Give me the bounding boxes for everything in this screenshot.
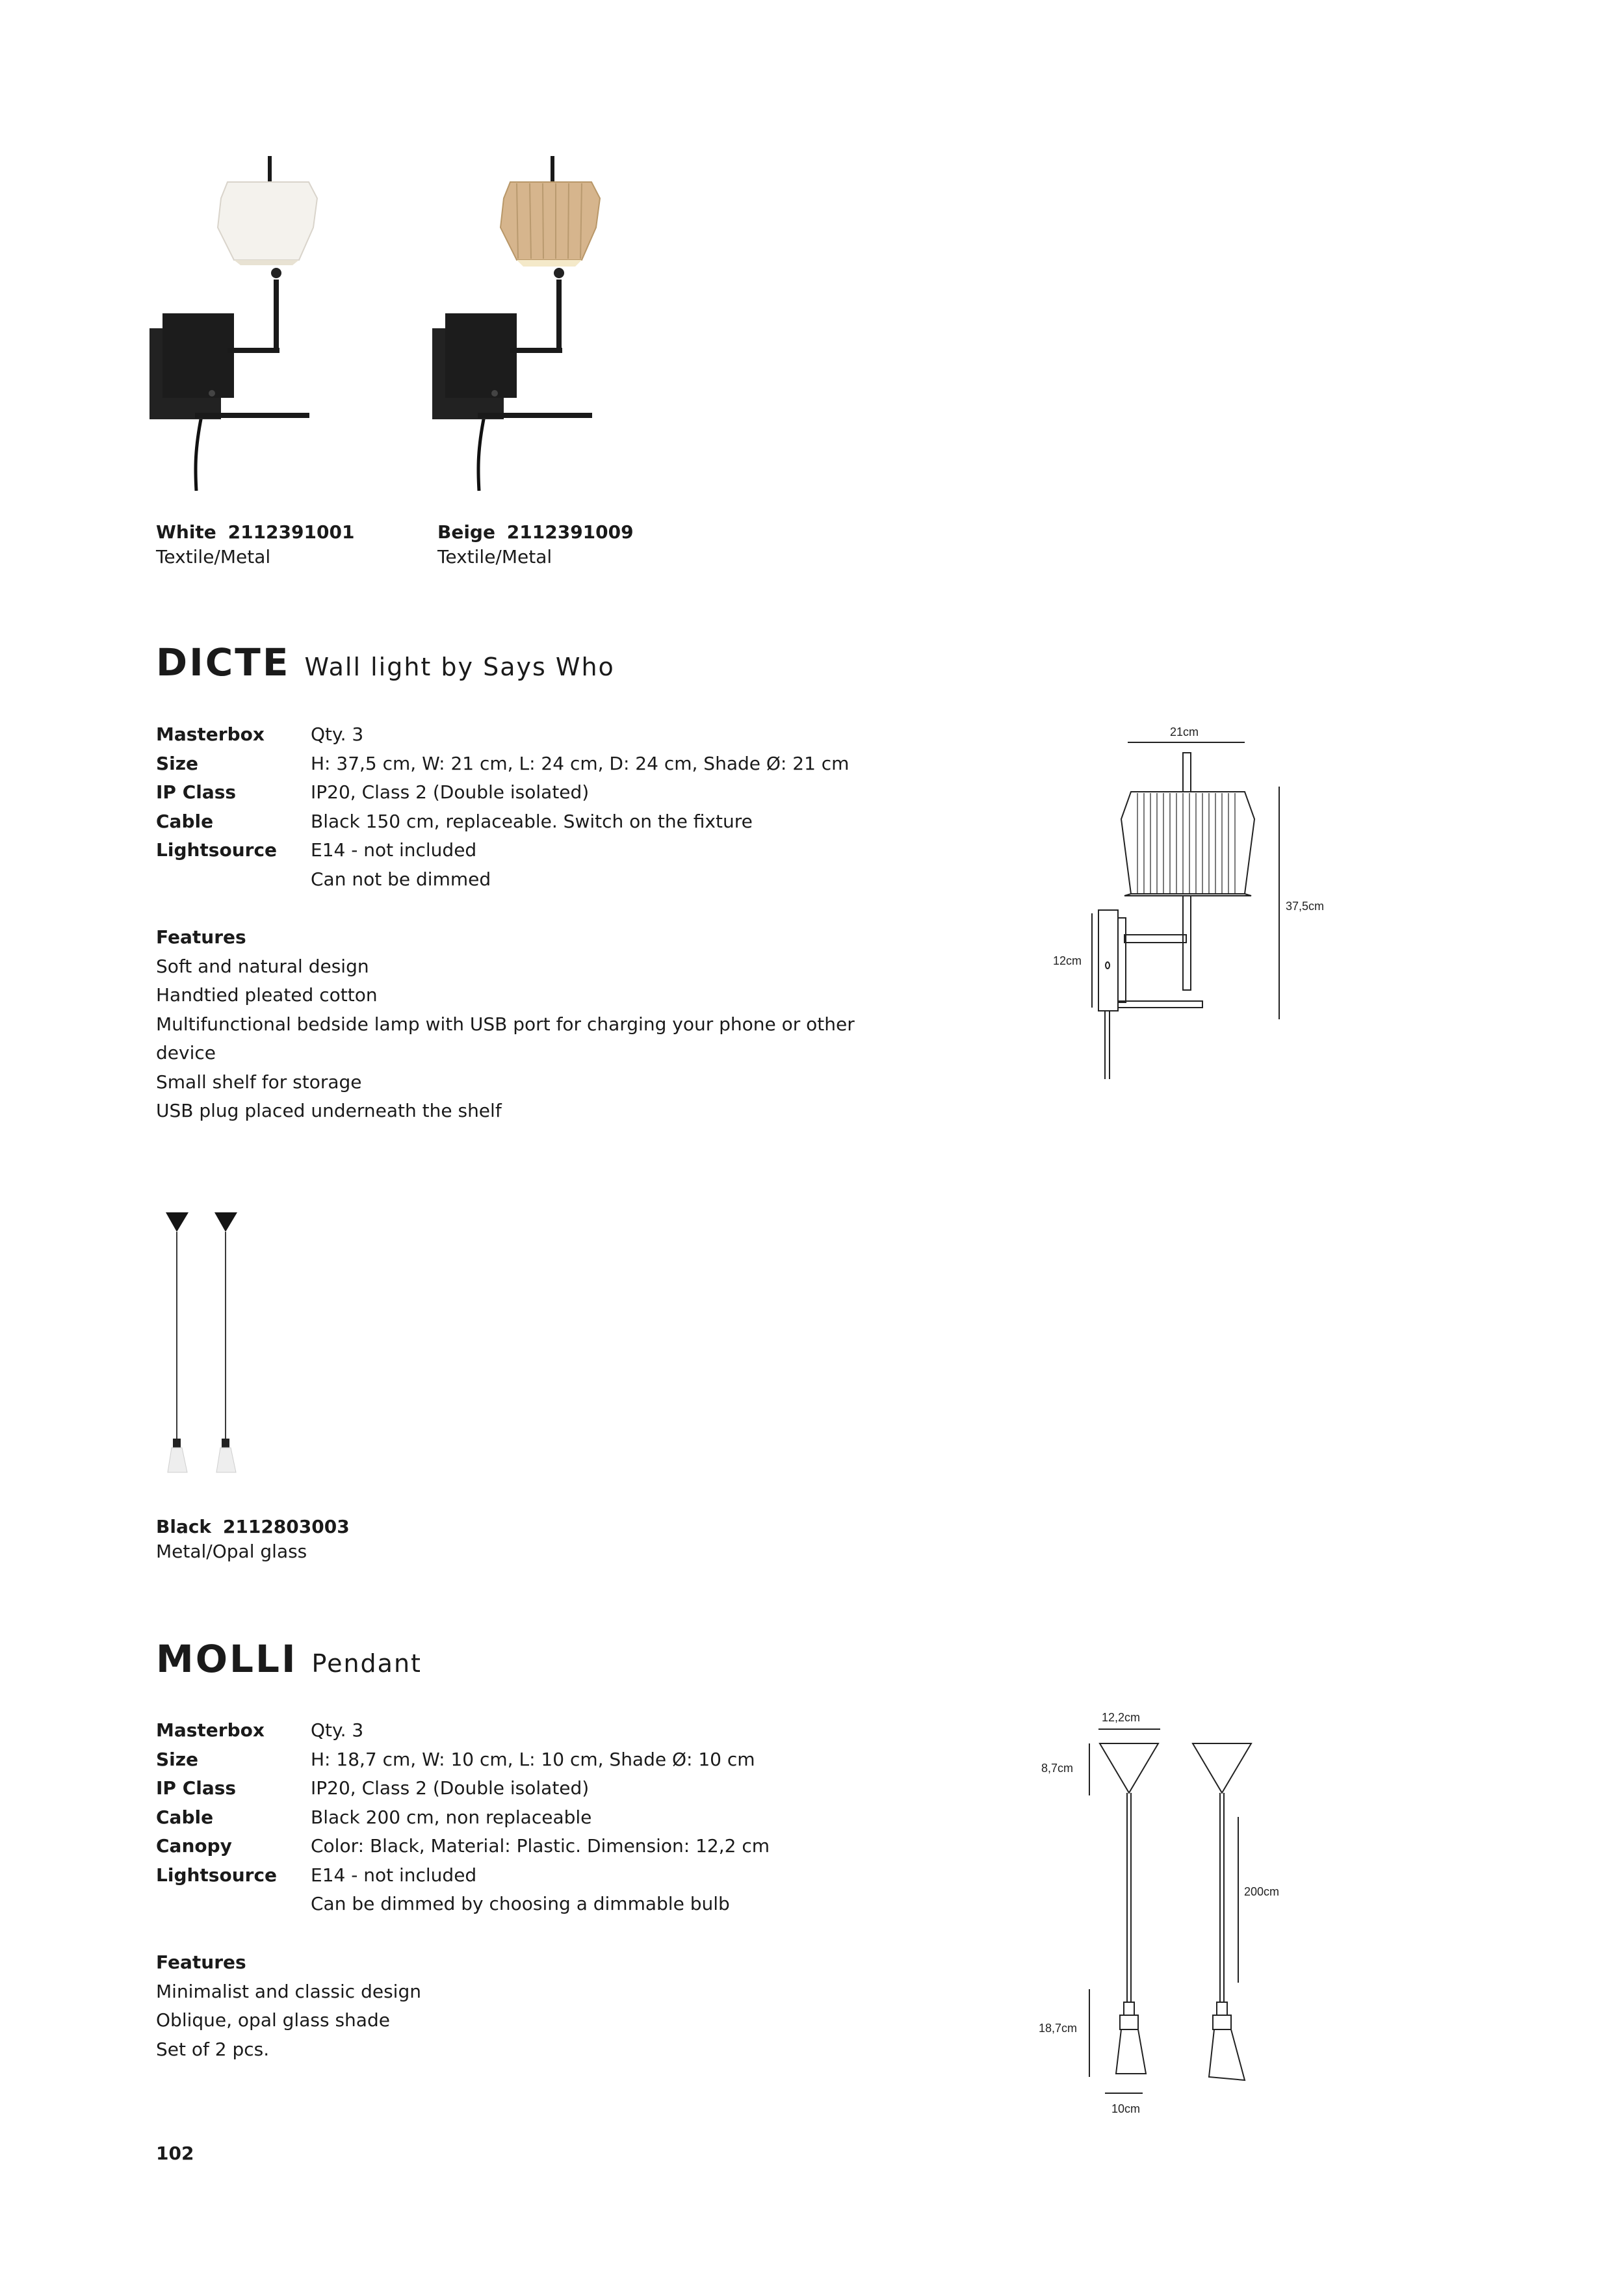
spec-value: E14 - not included: [311, 1864, 477, 1886]
spec-label: [156, 1890, 311, 1919]
variant-code: 2112803003: [222, 1516, 350, 1537]
spec-label: Masterbox: [156, 724, 265, 745]
dim-shade-width: 10cm: [1111, 2102, 1141, 2113]
spec-label: Size: [156, 1748, 199, 1770]
dim-height: 37,5cm: [1286, 900, 1325, 913]
spec-label: Masterbox: [156, 1719, 265, 1741]
dim-canopy: 12,2cm: [1102, 1711, 1141, 1724]
spec-label: Canopy: [156, 1835, 232, 1857]
spec-row: [156, 1803, 770, 1833]
spec-value: Black 150 cm, replaceable. Switch on the fixture: [311, 810, 753, 832]
spec-label: IP Class: [156, 1777, 237, 1799]
spec-value: H: 18,7 cm, W: 10 cm, L: 10 cm, Shade Ø: 10 cm: [311, 1748, 755, 1770]
dicte-white-photo: [130, 143, 325, 494]
variant-color: Black: [156, 1516, 212, 1537]
product-title: MOLLI: [156, 1637, 298, 1681]
spec-value: Qty. 3: [311, 1719, 364, 1741]
spec-row: [156, 1745, 770, 1775]
variant-code: 2112391001: [227, 521, 355, 543]
dicte-beige-photo: [413, 143, 608, 494]
variant-material: Textile/Metal: [156, 546, 271, 567]
molli-features: [156, 1948, 421, 2064]
spec-value: Can not be dimmed: [311, 868, 491, 890]
dicte-features: [156, 923, 855, 1126]
feature-item: Handtied pleated cotton: [156, 984, 378, 1006]
spec-label: [156, 865, 311, 894]
spec-label: Cable: [156, 1806, 214, 1828]
spec-row: [156, 750, 849, 779]
spec-value: H: 37,5 cm, W: 21 cm, L: 24 cm, D: 24 cm, Shade Ø: 21 cm: [311, 752, 850, 774]
variant-caption-black: [156, 1515, 350, 1564]
spec-label: Lightsource: [156, 839, 278, 861]
spec-label: Size: [156, 752, 199, 774]
dim-shade-height: 18,7cm: [1039, 2022, 1078, 2035]
variant-material: Metal/Opal glass: [156, 1541, 307, 1562]
product-subtitle: Pendant: [311, 1649, 422, 1678]
page-number: 102: [156, 2143, 194, 2164]
variant-material: Textile/Metal: [437, 546, 552, 567]
feature-item: Soft and natural design: [156, 955, 369, 977]
spec-row: [156, 807, 849, 837]
feature-item: Small shelf for storage: [156, 1071, 362, 1093]
features-heading: Features: [156, 926, 246, 948]
feature-item: device: [156, 1042, 216, 1063]
feature-item: Multifunctional bedside lamp with USB port for charging your phone or other: [156, 1013, 855, 1035]
spec-label: Cable: [156, 810, 214, 832]
molli-heading: [156, 1637, 422, 1681]
variant-color: Beige: [437, 521, 495, 543]
spec-row: [156, 1890, 770, 1919]
spec-value: IP20, Class 2 (Double isolated): [311, 781, 590, 803]
feature-item: Oblique, opal glass shade: [156, 2009, 390, 2031]
dicte-spec-table: [156, 720, 849, 894]
spec-label: IP Class: [156, 781, 237, 803]
variant-caption-white: [156, 520, 354, 569]
spec-row: [156, 720, 849, 750]
variant-code: 2112391009: [506, 521, 634, 543]
spec-row: [156, 778, 849, 807]
spec-value: E14 - not included: [311, 839, 477, 861]
feature-item: USB plug placed underneath the shelf: [156, 1100, 502, 1121]
spec-value: Color: Black, Material: Plastic. Dimension: 12,2 cm: [311, 1835, 770, 1857]
features-heading: Features: [156, 1951, 246, 1973]
dim-canopy-height: 8,7cm: [1041, 1762, 1074, 1775]
spec-row: [156, 836, 849, 865]
dim-cable: 200cm: [1244, 1885, 1280, 1898]
molli-technical-drawing: [1027, 1710, 1339, 2113]
spec-value: Black 200 cm, non replaceable: [311, 1806, 592, 1828]
dim-width: 21cm: [1170, 725, 1199, 738]
spec-label: Lightsource: [156, 1864, 278, 1886]
spec-row: [156, 1774, 770, 1803]
spec-row: [156, 1716, 770, 1745]
spec-value: Qty. 3: [311, 724, 364, 745]
molli-photo: [156, 1206, 312, 1479]
dicte-heading: [156, 640, 615, 685]
spec-value: Can be dimmed by choosing a dimmable bulb: [311, 1893, 730, 1914]
feature-item: Set of 2 pcs.: [156, 2038, 270, 2060]
dicte-technical-drawing: [1027, 715, 1365, 1079]
dim-plate: 12cm: [1053, 954, 1082, 967]
feature-item: Minimalist and classic design: [156, 1980, 421, 2002]
variant-color: White: [156, 521, 216, 543]
product-title: DICTE: [156, 640, 291, 685]
spec-row: [156, 1861, 770, 1890]
molli-spec-table: [156, 1716, 770, 1919]
variant-caption-beige: [437, 520, 634, 569]
product-subtitle: Wall light by Says Who: [304, 653, 615, 681]
spec-value: IP20, Class 2 (Double isolated): [311, 1777, 590, 1799]
spec-row: [156, 865, 849, 894]
spec-row: [156, 1832, 770, 1861]
